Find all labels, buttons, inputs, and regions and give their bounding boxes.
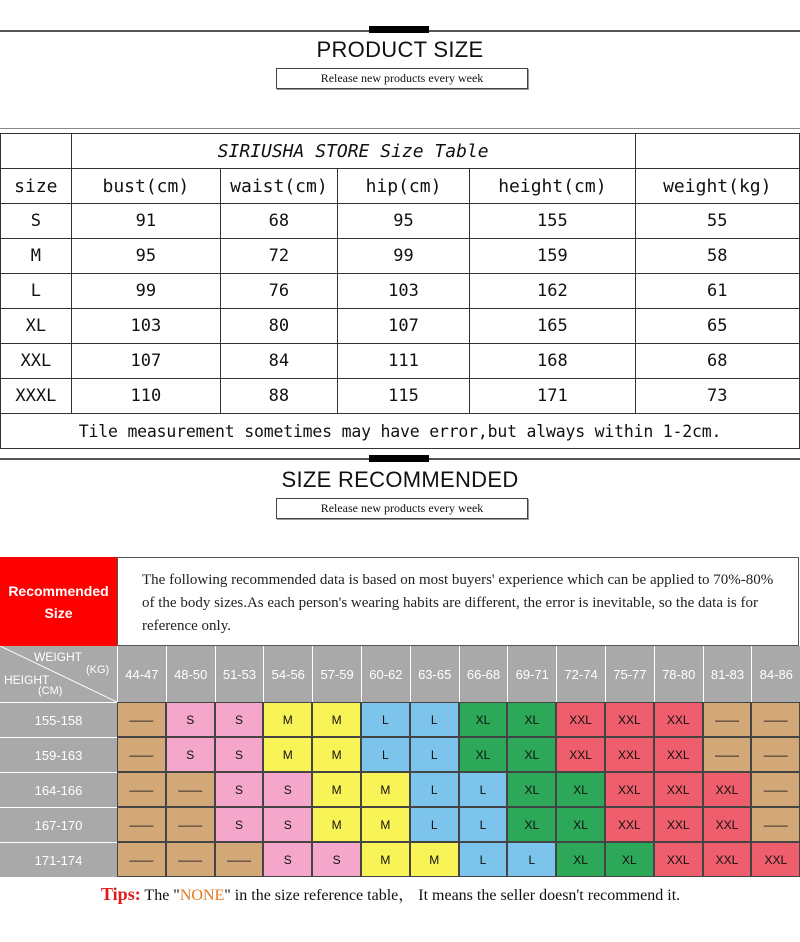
- recommendation-cell: XXL: [703, 842, 752, 877]
- cell: 95: [71, 239, 220, 274]
- weight-column-header: 69-71: [507, 646, 556, 702]
- header-waist: waist(cm): [221, 169, 338, 204]
- divider-accent: [369, 26, 429, 33]
- recommendation-cell: ——: [117, 702, 166, 737]
- recommendation-cell: S: [166, 737, 215, 772]
- weight-column-header: 84-86: [751, 646, 800, 702]
- recommendation-cell: M: [410, 842, 459, 877]
- cell: 95: [337, 204, 469, 239]
- cell: 171: [470, 379, 635, 414]
- cell: M: [1, 239, 72, 274]
- recommendation-cell: S: [263, 772, 312, 807]
- weight-column-header: 51-53: [215, 646, 264, 702]
- recommendation-cell: XXL: [703, 772, 752, 807]
- recommendation-cell: XL: [556, 842, 605, 877]
- recommendation-cell: M: [312, 772, 361, 807]
- recommendation-cell: S: [215, 772, 264, 807]
- cell: 99: [71, 274, 220, 309]
- height-row-header: 159-163: [0, 737, 117, 772]
- height-row-header: 167-170: [0, 807, 117, 842]
- table-row: [1, 239, 800, 274]
- cell: L: [1, 274, 72, 309]
- recommendation-cell: L: [459, 772, 508, 807]
- height-unit-label: (CM): [38, 685, 63, 697]
- weight-axis-label: WEIGHT: [34, 650, 82, 664]
- recommendation-cell: XL: [556, 772, 605, 807]
- recommendation-cell: XXL: [654, 737, 703, 772]
- recommendation-cell: S: [263, 842, 312, 877]
- recommendation-cell: XL: [507, 702, 556, 737]
- cell: 61: [635, 274, 799, 309]
- cell: 88: [221, 379, 338, 414]
- cell: 58: [635, 239, 799, 274]
- recommendation-cell: ——: [751, 807, 800, 842]
- recommendation-cell: XL: [507, 772, 556, 807]
- table-title: SIRIUSHA STORE Size Table: [71, 134, 635, 169]
- tips-text: The ": [140, 887, 180, 904]
- recommendation-cell: XXL: [703, 807, 752, 842]
- recommendation-cell: S: [312, 842, 361, 877]
- recommendation-cell: S: [263, 807, 312, 842]
- table-header-row: [1, 169, 800, 204]
- table-row: [1, 379, 800, 414]
- weight-column-header: 60-62: [361, 646, 410, 702]
- table-row: [1, 204, 800, 239]
- cell: XL: [1, 309, 72, 344]
- recommendation-cell: XXL: [556, 702, 605, 737]
- recommendation-cell: ——: [703, 737, 752, 772]
- height-row-header: 155-158: [0, 702, 117, 737]
- tips-label: Tips:: [101, 884, 141, 904]
- cell: 115: [337, 379, 469, 414]
- recommendation-cell: L: [410, 737, 459, 772]
- recommendation-description: The following recommended data is based on most buyers' experience which can be applied to 70%-80% of the body sizes.As each person's wearing habits are different, the error is inevitable, so the data is for reference only.: [117, 557, 799, 646]
- cell: 159: [470, 239, 635, 274]
- cell: 84: [221, 344, 338, 379]
- recommendation-cell: ——: [215, 842, 264, 877]
- recommendation-cell: XXL: [654, 842, 703, 877]
- recommendation-cell: XL: [459, 702, 508, 737]
- recommendation-cell: XL: [605, 842, 654, 877]
- cell: 91: [71, 204, 220, 239]
- table-row: [1, 274, 800, 309]
- recommendation-cell: L: [459, 842, 508, 877]
- recommendation-cell: M: [361, 772, 410, 807]
- cell: 162: [470, 274, 635, 309]
- cell: 73: [635, 379, 799, 414]
- cell: 68: [221, 204, 338, 239]
- recommendation-cell: ——: [117, 737, 166, 772]
- cell: 55: [635, 204, 799, 239]
- cell: 68: [635, 344, 799, 379]
- recommendation-cell: ——: [117, 807, 166, 842]
- divider-accent: [369, 455, 429, 462]
- weight-column-header: 66-68: [459, 646, 508, 702]
- grid-corner-header: [0, 646, 117, 702]
- divider-line: [0, 128, 800, 129]
- recommendation-cell: S: [166, 702, 215, 737]
- height-row-header: 164-166: [0, 772, 117, 807]
- cell: 168: [470, 344, 635, 379]
- header-size: size: [1, 169, 72, 204]
- recommendation-cell: XL: [459, 737, 508, 772]
- recommendation-cell: ——: [703, 702, 752, 737]
- tips-line: [101, 882, 680, 905]
- header-bust: bust(cm): [71, 169, 220, 204]
- recommendation-cell: ——: [117, 772, 166, 807]
- recommended-size-badge: [0, 557, 117, 646]
- recommendation-cell: ——: [751, 737, 800, 772]
- weight-column-header: 75-77: [605, 646, 654, 702]
- recommendation-cell: L: [459, 807, 508, 842]
- recommendation-cell: XXL: [605, 807, 654, 842]
- cell: 165: [470, 309, 635, 344]
- recommendation-cell: ——: [117, 842, 166, 877]
- header-weight: weight(kg): [635, 169, 799, 204]
- header-height: height(cm): [470, 169, 635, 204]
- recommendation-cell: XXL: [654, 772, 703, 807]
- recommendation-cell: S: [215, 807, 264, 842]
- recommendation-cell: M: [312, 702, 361, 737]
- recommendation-cell: ——: [751, 772, 800, 807]
- weight-column-header: 57-59: [312, 646, 361, 702]
- recommendation-cell: XXL: [605, 737, 654, 772]
- header-hip: hip(cm): [337, 169, 469, 204]
- table-corner-right: [635, 134, 799, 169]
- recommendation-cell: L: [410, 702, 459, 737]
- release-note-box: Release new products every week: [276, 498, 528, 519]
- recommendation-panel: [0, 557, 800, 871]
- table-row: [1, 309, 800, 344]
- recommendation-cell: L: [361, 702, 410, 737]
- cell: XXL: [1, 344, 72, 379]
- weight-column-header: 54-56: [263, 646, 312, 702]
- badge-line-2: Size: [44, 604, 73, 621]
- weight-column-header: 78-80: [654, 646, 703, 702]
- weight-column-header: 72-74: [556, 646, 605, 702]
- product-size-title: PRODUCT SIZE: [316, 37, 484, 62]
- size-table: [0, 133, 800, 449]
- recommendation-cell: S: [215, 737, 264, 772]
- cell: 155: [470, 204, 635, 239]
- recommendation-cell: M: [312, 807, 361, 842]
- weight-column-header: 44-47: [117, 646, 166, 702]
- recommendation-cell: ——: [751, 702, 800, 737]
- recommendation-cell: L: [507, 842, 556, 877]
- recommendation-cell: L: [361, 737, 410, 772]
- recommendation-cell: ——: [166, 772, 215, 807]
- recommendation-cell: S: [215, 702, 264, 737]
- recommendation-cell: L: [410, 807, 459, 842]
- recommendation-cell: XXL: [605, 772, 654, 807]
- cell: 76: [221, 274, 338, 309]
- cell: 65: [635, 309, 799, 344]
- recommendation-cell: M: [263, 702, 312, 737]
- recommendation-cell: ——: [166, 807, 215, 842]
- tips-text: " in the size reference table， It means the seller doesn't recommend it.: [224, 887, 681, 904]
- weight-unit-label: (KG): [86, 664, 110, 676]
- cell: XXXL: [1, 379, 72, 414]
- recommendation-cell: XXL: [654, 807, 703, 842]
- release-note-box: Release new products every week: [276, 68, 528, 89]
- recommendation-cell: ——: [166, 842, 215, 877]
- cell: S: [1, 204, 72, 239]
- cell: 107: [71, 344, 220, 379]
- weight-column-header: 48-50: [166, 646, 215, 702]
- recommendation-cell: XL: [507, 737, 556, 772]
- recommendation-cell: XXL: [556, 737, 605, 772]
- cell: 111: [337, 344, 469, 379]
- recommendation-cell: M: [312, 737, 361, 772]
- recommendation-cell: L: [410, 772, 459, 807]
- recommendation-cell: M: [361, 842, 410, 877]
- recommendation-cell: XXL: [751, 842, 800, 877]
- tips-none-word: NONE: [179, 887, 225, 904]
- recommendation-cell: XL: [556, 807, 605, 842]
- recommendation-cell: XL: [507, 807, 556, 842]
- table-corner: [1, 134, 72, 169]
- weight-column-header: 81-83: [703, 646, 752, 702]
- table-row: [1, 344, 800, 379]
- height-axis-label: HEIGHT: [4, 673, 50, 687]
- recommendation-cell: XXL: [654, 702, 703, 737]
- badge-line-1: Recommended: [8, 582, 109, 599]
- recommendation-cell: XXL: [605, 702, 654, 737]
- recommendation-cell: M: [361, 807, 410, 842]
- cell: 72: [221, 239, 338, 274]
- height-row-header: 171-174: [0, 842, 117, 877]
- weight-column-header: 63-65: [410, 646, 459, 702]
- cell: 110: [71, 379, 220, 414]
- cell: 107: [337, 309, 469, 344]
- measurement-note: Tile measurement sometimes may have error,but always within 1-2cm.: [1, 414, 800, 449]
- size-recommended-title: SIZE RECOMMENDED: [281, 467, 519, 492]
- cell: 80: [221, 309, 338, 344]
- cell: 103: [337, 274, 469, 309]
- cell: 103: [71, 309, 220, 344]
- cell: 99: [337, 239, 469, 274]
- recommendation-cell: M: [263, 737, 312, 772]
